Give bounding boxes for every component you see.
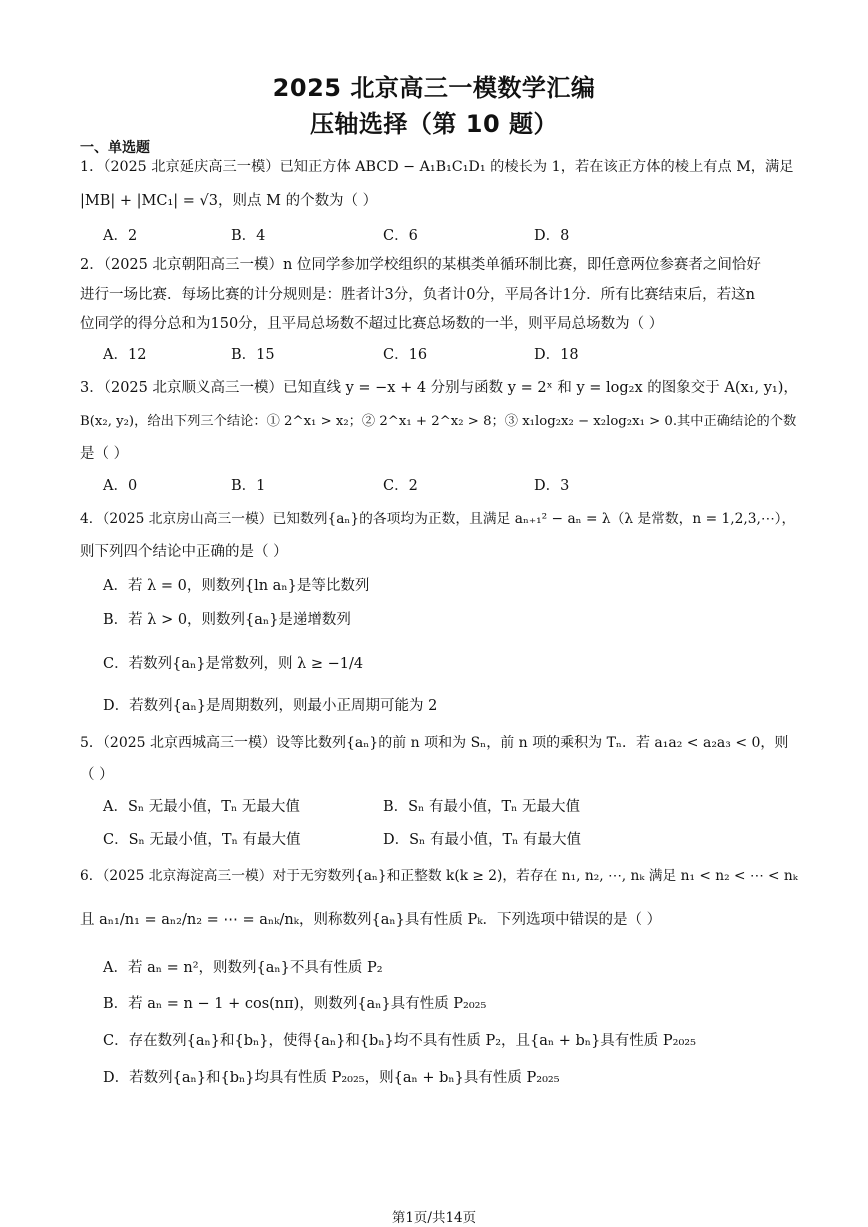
question-6-option-a: A．若 aₙ = n²，则数列{aₙ}不具有性质 P₂ xyxy=(103,960,383,976)
question-5-line-2: （ ） xyxy=(80,767,114,783)
question-2-option-a: A．12 xyxy=(103,347,147,363)
question-6-line-2: 且 aₙ₁/n₁ = aₙ₂/n₂ = ⋯ = aₙₖ/nₖ，则称数列{aₙ}具有性质 Pₖ．下列选项中错误的是（ ） xyxy=(80,912,662,928)
question-2-option-c: C．16 xyxy=(383,347,428,363)
page-number: 第1页/共14页 xyxy=(391,1210,477,1226)
section-heading: 一、单选题 xyxy=(80,140,150,156)
question-6-line-1: 6．（2025 北京海淀高三一模）对于无穷数列{aₙ}和正整数 k(k ≥ 2)，若存在 n₁, n₂, ⋯, nₖ 满足 n₁ < n₂ < ⋯ < nₖ xyxy=(80,868,798,884)
question-2-line-3: 位同学的得分总和为150分，且平局总场数不超过比赛总场数的一半，则平局总场数为（ ） xyxy=(80,316,664,332)
question-1-option-d: D．8 xyxy=(534,228,570,244)
document-subtitle: 压轴选择（第 10 题） xyxy=(309,110,559,138)
question-1-option-a: A．2 xyxy=(103,228,138,244)
question-4-option-d: D．若数列{aₙ}是周期数列，则最小正周期可能为 2 xyxy=(103,698,438,714)
question-4-option-a: A．若 λ = 0，则数列{ln aₙ}是等比数列 xyxy=(103,578,370,594)
question-5-option-b: B．Sₙ 有最小值，Tₙ 无最大值 xyxy=(383,799,581,815)
question-4-line-2: 则下列四个结论中正确的是（ ） xyxy=(80,544,288,560)
question-6-option-b: B．若 aₙ = n − 1 + cos(nπ)，则数列{aₙ}具有性质 P₂₀₂₅ xyxy=(103,996,487,1012)
question-3-line-1: 3．（2025 北京顺义高三一模）已知直线 y = −x + 4 分别与函数 y = 2ˣ 和 y = log₂x 的图象交于 A(x₁, y₁)， xyxy=(80,380,798,396)
question-2-option-d: D．18 xyxy=(534,347,579,363)
question-3-option-b: B．1 xyxy=(231,478,266,494)
question-2-option-b: B．15 xyxy=(231,347,275,363)
question-5-line-1: 5．（2025 北京西城高三一模）设等比数列{aₙ}的前 n 项和为 Sₙ，前 n 项的乘积为 Tₙ．若 a₁a₂ < a₂a₃ < 0，则 xyxy=(80,735,789,751)
question-5-option-a: A．Sₙ 无最小值，Tₙ 无最大值 xyxy=(103,799,300,815)
question-6-option-d: D．若数列{aₙ}和{bₙ}均具有性质 P₂₀₂₅，则{aₙ + bₙ}具有性质 P₂₀₂₅ xyxy=(103,1070,560,1086)
question-3-line-2: B(x₂, y₂)，给出下列三个结论：① 2^x₁ > x₂；② 2^x₁ + 2^x₂ > 8；③ x₁log₂x₂ − x₂log₂x₁ > 0.其中正确结论的个数 xyxy=(80,414,797,429)
question-5-option-c: C．Sₙ 无最小值，Tₙ 有最大值 xyxy=(103,832,301,848)
question-3-option-d: D．3 xyxy=(534,478,570,494)
question-5-option-d: D．Sₙ 有最小值，Tₙ 有最大值 xyxy=(383,832,581,848)
question-4-line-1: 4．（2025 北京房山高三一模）已知数列{aₙ}的各项均为正数，且满足 aₙ₊₁² − aₙ = λ（λ 是常数，n = 1,2,3,⋯）， xyxy=(80,511,796,527)
question-1-option-b: B．4 xyxy=(231,228,266,244)
question-1-line-2: |MB| + |MC₁| = √3，则点 M 的个数为（ ） xyxy=(80,193,378,209)
question-4-option-c: C．若数列{aₙ}是常数列，则 λ ≥ −1/4 xyxy=(103,656,364,672)
question-2-line-2: 进行一场比赛．每场比赛的计分规则是：胜者计3分，负者计0分，平局各计1分．所有比赛结束后，若这n xyxy=(80,287,756,303)
question-3-option-c: C．2 xyxy=(383,478,418,494)
question-2-line-1: 2．（2025 北京朝阳高三一模）n 位同学参加学校组织的某棋类单循环制比赛，即任意两位参赛者之间恰好 xyxy=(80,257,761,273)
document-title: 2025 北京高三一模数学汇编 xyxy=(272,74,596,102)
question-6-option-c: C．存在数列{aₙ}和{bₙ}，使得{aₙ}和{bₙ}均不具有性质 P₂，且{aₙ + bₙ}具有性质 P₂₀₂₅ xyxy=(103,1033,696,1049)
question-1-line-1: 1．（2025 北京延庆高三一模）已知正方体 ABCD − A₁B₁C₁D₁ 的棱长为 1，若在该正方体的棱上有点 M，满足 xyxy=(80,159,794,175)
question-3-option-a: A．0 xyxy=(103,478,138,494)
question-1-option-c: C．6 xyxy=(383,228,418,244)
question-4-option-b: B．若 λ > 0，则数列{aₙ}是递增数列 xyxy=(103,612,351,628)
question-3-line-3: 是（ ） xyxy=(80,446,129,462)
